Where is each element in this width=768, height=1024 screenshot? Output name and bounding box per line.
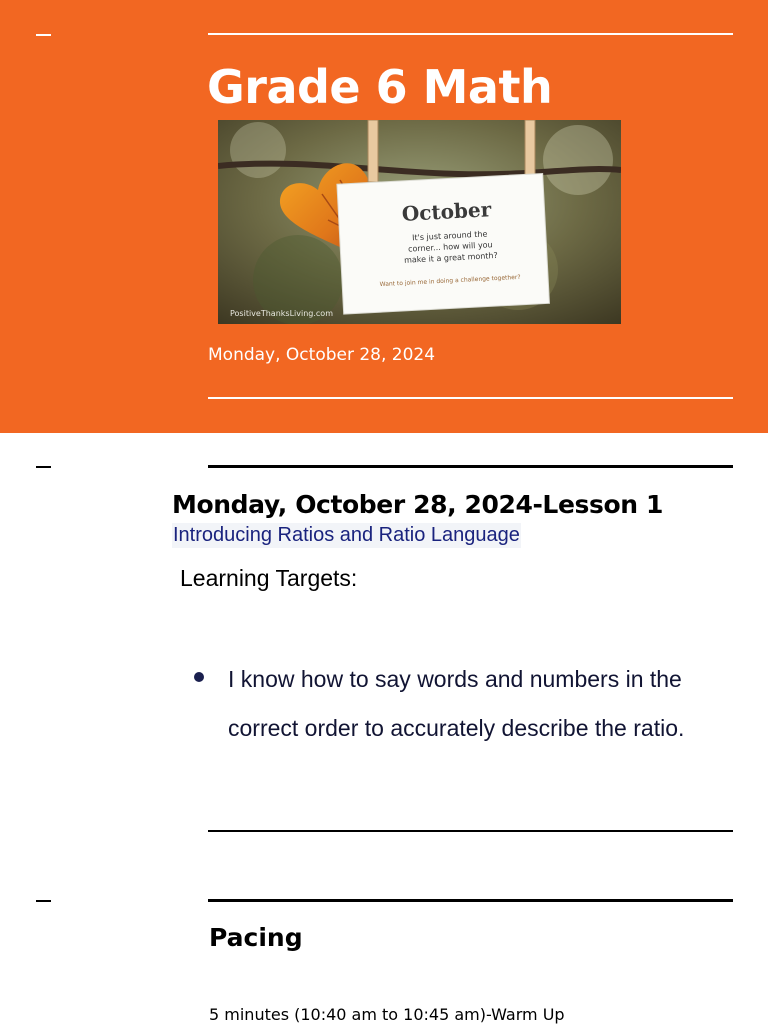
lesson-link[interactable]: Introducing Ratios and Ratio Language <box>173 524 520 546</box>
pacing-item: 5 minutes (10:40 am to 10:45 am)-Warm Up <box>209 1005 565 1024</box>
section-collapse-toggle[interactable] <box>36 466 51 468</box>
october-banner-image <box>218 120 621 324</box>
banner-line-2: corner... how will you <box>407 240 493 254</box>
pacing-title: Pacing <box>209 923 303 952</box>
header-section <box>0 0 768 433</box>
banner-credit: PositiveThanksLiving.com <box>230 309 333 318</box>
banner-line-3: make it a great month? <box>403 250 498 265</box>
lesson-top-divider <box>208 465 733 468</box>
pacing-top-divider <box>208 899 733 902</box>
header-top-divider <box>208 33 733 35</box>
bullet-icon <box>194 672 204 682</box>
banner-heading: October <box>401 197 492 226</box>
lesson-bottom-divider <box>208 830 733 832</box>
header-bottom-divider <box>208 397 733 399</box>
section-collapse-toggle[interactable] <box>36 900 51 902</box>
learning-targets-label: Learning Targets: <box>180 565 358 591</box>
banner-line-1: It's just around the <box>411 229 488 243</box>
header-date: Monday, October 28, 2024 <box>208 345 436 365</box>
banner-cta: Want to join me in doing a challenge together? <box>379 273 521 289</box>
lesson-title: Monday, October 28, 2024-Lesson 1 <box>172 490 663 519</box>
section-collapse-toggle[interactable] <box>36 34 51 36</box>
page-title: Grade 6 Math <box>207 60 553 114</box>
learning-target-item: I know how to say words and numbers in the correct order to accurately describe the ratio. <box>228 666 685 741</box>
